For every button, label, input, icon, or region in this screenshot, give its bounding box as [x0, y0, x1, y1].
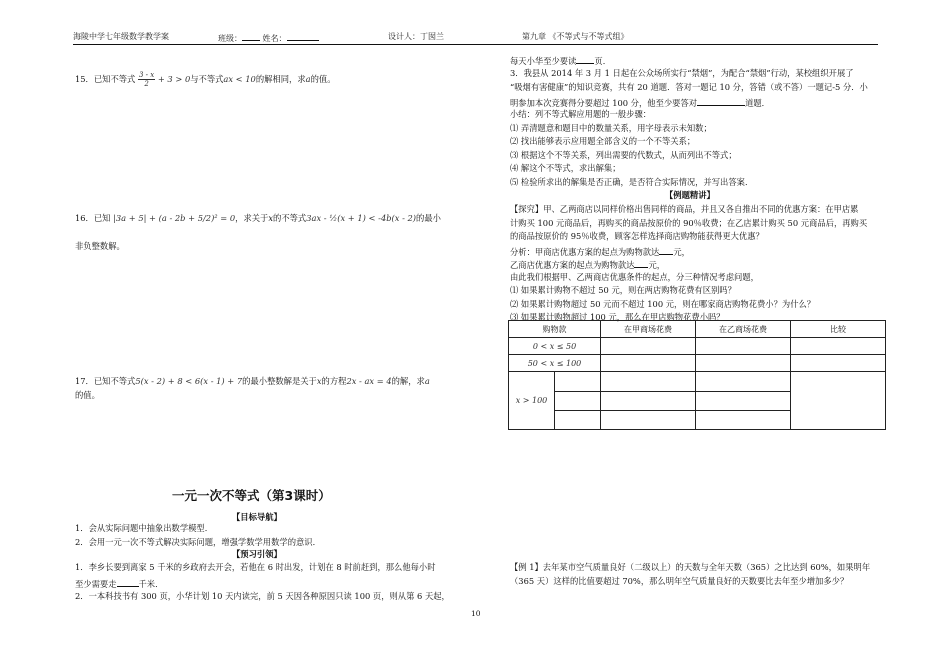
goal-2: 2．会用一元一次不等式解决实际问题，增强学数学用数学的意识．: [75, 537, 321, 547]
q16-inequality: 3ax - ½(x + 1) < -4b(x - 2): [306, 213, 417, 223]
example-1-line-1: 【例 1】去年某市空气质量良好（二级以上）的天数与全年天数（365）之比达到 60%，如果明年: [510, 562, 871, 572]
case-1: ⑴ 如果累计购物不超过 50 元，则在两店购物花费有区别吗？: [510, 285, 736, 295]
right-q3-line1: 3．我县从 2014 年 3 月 1 日起在公众场所实行“禁烟”，为配合“禁烟”行动，某校组织开展了: [510, 68, 854, 78]
right-q3-line2: “吸烟有害健康”的知识竞赛，共有 20 道题．答对一题记 10 分，答错（或不答）一题记-5 分．小: [510, 82, 868, 92]
q15-prefix: 15．已知不等式: [75, 74, 136, 84]
right-q3-line3: 明参加本次竞赛得分要超过 100 分，他至少要答对 道题．: [510, 98, 770, 108]
right-line-1: 每天小华至少要读 页．: [510, 56, 611, 66]
header-designer: 设计人：丁囡兰: [388, 32, 444, 41]
analysis-blank-2: [634, 258, 648, 268]
pages-blank: [576, 54, 594, 64]
page-number: 10: [471, 609, 481, 618]
table-cell: [696, 391, 791, 410]
summary-step-3: ⑶ 根据这个不等关系，列出需要的代数式，从而列出不等式；: [510, 150, 737, 160]
table-cell: [555, 391, 601, 410]
q17-inequality: 5(x - 2) + 8 < 6(x - 1) + 7: [135, 376, 243, 386]
analysis-line-3: 由此我们根据甲、乙两商店优惠条件的起点，分三种情况考虑问题，: [510, 272, 759, 282]
name-label: 姓名：: [262, 34, 287, 43]
explore-line-3: 的商品按原价的 95％收费，顾客怎样选择商店购物能获得更大优惠？: [510, 231, 764, 241]
questions-blank: [697, 96, 745, 106]
table-cell: [601, 391, 696, 410]
header-chapter: 第九章 《不等式与不等式组》: [522, 32, 629, 41]
comparison-table: [508, 320, 886, 430]
summary-step-4: ⑷ 解这个不等式，求出解集；: [510, 163, 621, 173]
explore-line-1: 【探究】甲、乙两商店以同样价格出售同样的商品，并且又各自推出不同的优惠方案：在甲店累: [510, 204, 859, 214]
q15-ineq2: ax < 10: [223, 74, 256, 84]
header-school: 海陵中学七年级数学教学案: [73, 32, 169, 41]
table-cell: [696, 410, 791, 429]
table-header-store-a: 在甲商场花费: [601, 321, 696, 338]
q16-expression: |3a + 5| + (a - 2b + 5/2)² = 0: [113, 213, 236, 223]
question-17: 17．已知不等式5(x - 2) + 8 < 6(x - 1) + 7的最小整数解是关于x的方程2x - ax = 4的解，求a: [75, 376, 430, 386]
q15-ineq1: + 3 > 0: [157, 74, 191, 84]
analysis-line-1: 分析：甲商店优惠方案的起点为购物款达 元，: [510, 247, 690, 257]
preview-2: 2．一本科技书有 300 页，小华计划 10 天内读完，前 5 天因各种原因只读 100 页，则从第 6 天起，: [75, 591, 450, 601]
q15-fraction: $\frac{3 - x}{2}$: [138, 71, 155, 88]
example-heading: 【例题精讲】: [665, 190, 715, 200]
table-row-range-1: 0 < x ≤ 50: [509, 338, 601, 355]
summary-step-5: ⑸ 检验所求出的解集是否正确，是否符合实际情况，并写出答案．: [510, 177, 754, 187]
table-header-store-b: 在乙商场花费: [696, 321, 791, 338]
preview-1-blank: [117, 577, 139, 587]
table-cell: [696, 338, 791, 355]
table-header-compare: 比较: [791, 321, 886, 338]
summary-step-2: ⑵ 找出能够表示应用题全部含义的一个不等关系；: [510, 136, 696, 146]
table-row-range-3: x > 100: [509, 372, 555, 430]
example-1-line-2: （365 天）这样的比值要超过 70%，那么明年空气质量良好的天数要比去年至少增加多少？: [510, 576, 849, 586]
name-blank: [287, 31, 319, 41]
table-row-range-2: 50 < x ≤ 100: [509, 355, 601, 372]
question-17-line2: 的值。: [75, 390, 100, 400]
goal-1: 1．会从实际问题中抽象出数学模型．: [75, 523, 214, 533]
class-label: 班级：: [218, 34, 242, 43]
table-cell: [791, 338, 886, 355]
table-cell: [601, 338, 696, 355]
table-cell: [555, 372, 601, 391]
lesson-title: 一元一次不等式（第3课时）: [172, 488, 331, 503]
q17-equation: 2x - ax = 4: [346, 376, 392, 386]
question-16: 16．已知 |3a + 5| + (a - 2b + 5/2)² = 0，求关于x的不等式3ax - ½(x + 1) < -4b(x - 2)的最小: [75, 213, 441, 223]
table-cell: [601, 410, 696, 429]
analysis-blank-1: [659, 245, 673, 255]
explore-line-2: 计购买 100 元商品后，再购买的商品按原价的 90％收费；在乙店累计购买 50 元商品后，再购买: [510, 218, 868, 228]
table-header-amount: 购物款: [509, 321, 601, 338]
header-class-name: [218, 31, 319, 44]
table-cell: [601, 372, 696, 391]
case-3: ⑶ 如果累计购物超过 100 元，那么在甲店购物花费小吗？: [510, 312, 725, 322]
preview-1-line2: 至少需要走 千米．: [75, 579, 164, 589]
header-rule: [73, 44, 878, 45]
question-16-line2: 非负整数解。: [75, 241, 125, 251]
summary-step-1: ⑴ 弄清题意和题目中的数量关系，用字母表示未知数；: [510, 123, 712, 133]
question-15: 15．已知不等式 $\frac{3 - x}{2}$ + 3 > 0与不等式ax < 10的解相同，求a的值。: [75, 71, 336, 88]
analysis-line-2: 乙商店优惠方案的起点为购物款达 元，: [510, 260, 666, 270]
case-2: ⑵ 如果累计购物超过 50 元而不超过 100 元，则在哪家商店购物花费小？为什么？: [510, 299, 816, 309]
table-cell: [791, 355, 886, 372]
summary-title: 小结：列不等式解应用题的一般步骤：: [510, 109, 652, 119]
class-blank: [242, 31, 260, 41]
table-cell: [555, 410, 601, 429]
table-cell: [696, 372, 791, 391]
goal-heading: 【目标导航】: [232, 512, 282, 522]
table-cell: [601, 355, 696, 372]
table-cell: [696, 355, 791, 372]
preview-1: 1．李乡长要到离家 5 千米的乡政府去开会，若他在 6 时出发，计划在 8 时前赶到，那么他每小时: [75, 562, 436, 572]
table-cell: [791, 372, 886, 430]
preview-heading: 【预习引领】: [232, 549, 282, 559]
